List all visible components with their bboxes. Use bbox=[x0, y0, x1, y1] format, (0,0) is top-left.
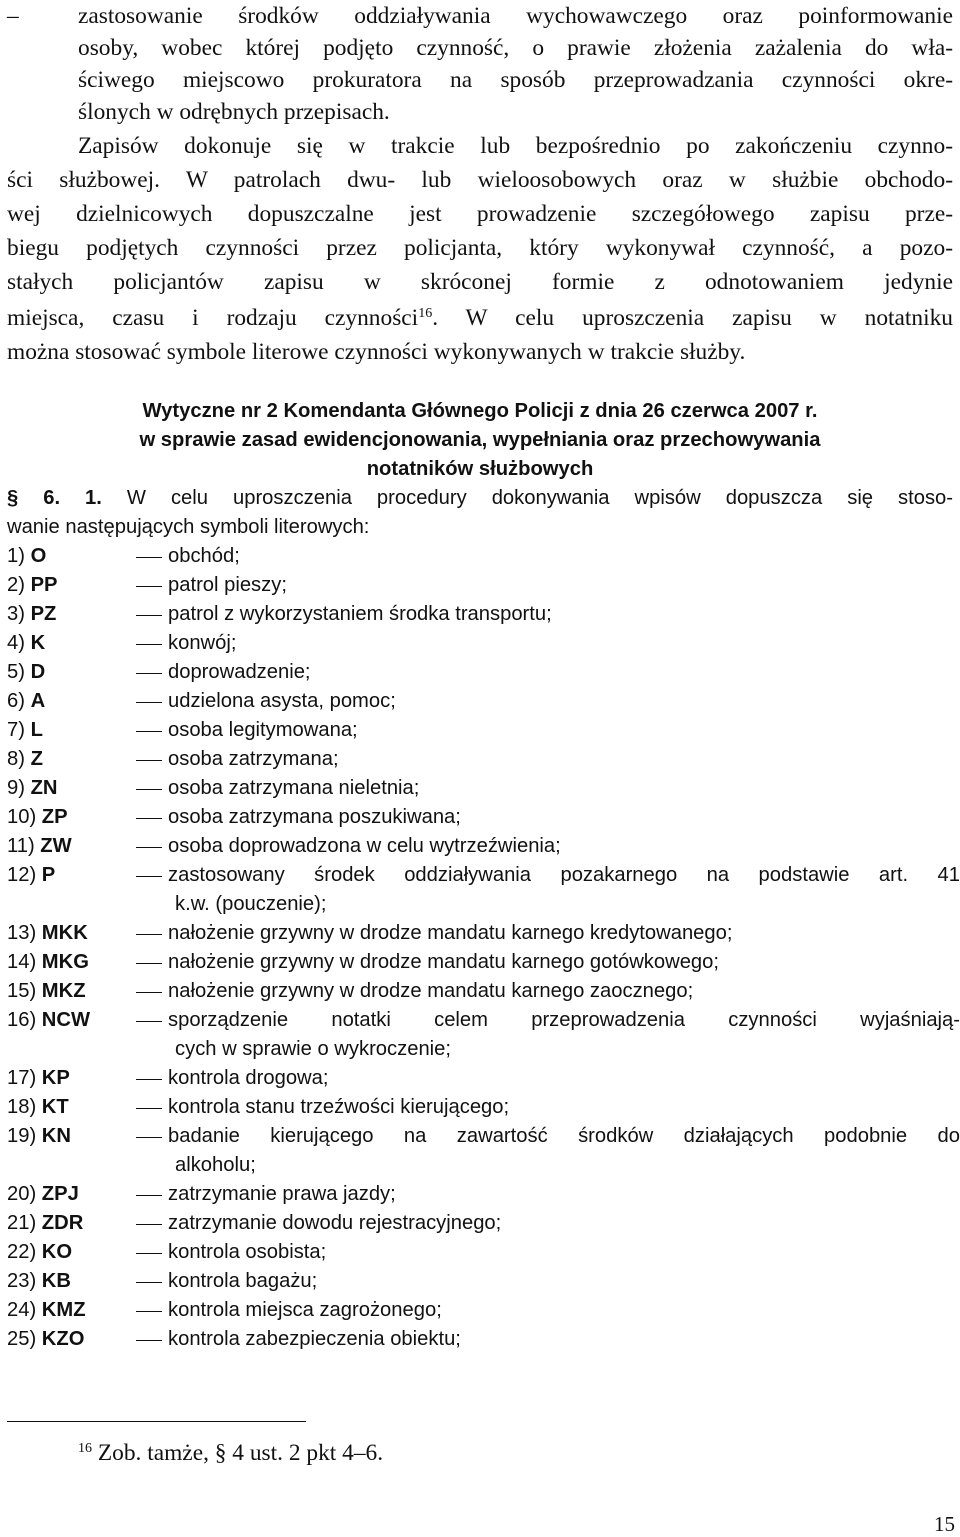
item-number bbox=[7, 948, 89, 977]
list-item bbox=[7, 919, 953, 948]
item-index: 11) bbox=[7, 835, 35, 857]
paragraph-line: można stosować symbole literowe czynności wykonywanych w trakcie służby. bbox=[7, 339, 746, 365]
item-index: 1) bbox=[7, 545, 25, 567]
item-code: ZPJ bbox=[41, 1183, 79, 1205]
item-code: D bbox=[30, 661, 46, 683]
item-number bbox=[7, 1122, 71, 1151]
item-index: 23) bbox=[7, 1270, 37, 1292]
item-dash bbox=[136, 702, 162, 703]
item-index: 25) bbox=[7, 1328, 37, 1350]
paragraph-line: biegu podjętych czynności przez policjanta, który wykonywał czynność, a pozo- bbox=[7, 235, 953, 261]
item-description: kontrola bagażu; bbox=[168, 1270, 318, 1292]
item-code: O bbox=[30, 545, 47, 567]
item-code: K bbox=[30, 632, 46, 654]
item-index: 7) bbox=[7, 719, 25, 741]
list-item bbox=[7, 861, 960, 915]
list-item bbox=[7, 1209, 953, 1238]
item-number bbox=[7, 919, 88, 948]
item-dash bbox=[136, 1108, 162, 1109]
item-description: zatrzymanie dowodu rejestracyjnego; bbox=[168, 1212, 502, 1234]
item-code: MKK bbox=[41, 922, 88, 944]
list-item bbox=[7, 1064, 953, 1093]
item-number bbox=[7, 1238, 72, 1267]
item-number bbox=[7, 542, 46, 571]
item-dash bbox=[136, 847, 162, 848]
intro-line: zastosowanie środków oddziaływania wychowawczego oraz poinformowanie bbox=[78, 3, 953, 29]
item-number bbox=[7, 571, 58, 600]
list-item bbox=[7, 542, 953, 571]
paragraph-line: Zapisów dokonuje się w trakcie lub bezpośrednio po zakończeniu czynno- bbox=[78, 133, 953, 159]
item-number bbox=[7, 861, 55, 890]
item-number bbox=[7, 629, 45, 658]
paragraph-line: ści służbowej. W patrolach dwu- lub wieloosobowych oraz w służbie obchodo- bbox=[7, 167, 953, 193]
item-index: 8) bbox=[7, 748, 25, 770]
item-description: doprowadzenie; bbox=[168, 661, 311, 683]
item-dash bbox=[136, 557, 162, 558]
list-item bbox=[7, 658, 953, 687]
section-line bbox=[7, 484, 953, 513]
paragraph-line: wej dzielnicowych dopuszczalne jest prowadzenie szczegółowego zapisu prze- bbox=[7, 201, 953, 227]
item-description: obchód; bbox=[168, 545, 240, 567]
item-number bbox=[7, 1296, 86, 1325]
item-dash bbox=[136, 673, 162, 674]
item-description-continued: k.w. (pouczenie); bbox=[175, 893, 327, 915]
list-item bbox=[7, 687, 953, 716]
item-description: konwój; bbox=[168, 632, 237, 654]
item-index: 24) bbox=[7, 1299, 37, 1321]
guidelines-title: Wytyczne nr 2 Komendanta Głównego Policji z dnia 26 czerwca 2007 r. bbox=[142, 400, 818, 422]
list-dash: – bbox=[7, 3, 19, 29]
item-number bbox=[7, 803, 68, 832]
item-code: KMZ bbox=[41, 1299, 86, 1321]
item-number bbox=[7, 687, 45, 716]
intro-line: ślonych w odrębnych przepisach. bbox=[78, 99, 390, 125]
paragraph-text: miejsca, czasu i rodzaju czynności bbox=[7, 305, 419, 331]
paragraph-text: . W celu uproszczenia zapisu w notatniku bbox=[432, 305, 953, 331]
item-description: osoba doprowadzona w celu wytrzeźwienia; bbox=[168, 835, 561, 857]
paragraph-line: stałych policjantów zapisu w skróconej formie z odnotowaniem jedynie bbox=[7, 269, 953, 295]
guidelines-subtitle: notatników służbowych bbox=[366, 458, 594, 480]
item-dash bbox=[136, 876, 162, 877]
item-dash bbox=[136, 615, 162, 616]
footnote-number: 16 bbox=[78, 1441, 92, 1456]
item-description: udzielona asysta, pomoc; bbox=[168, 690, 396, 712]
item-description: kontrola stanu trzeźwości kierującego; bbox=[168, 1096, 510, 1118]
item-index: 10) bbox=[7, 806, 37, 828]
item-code: KT bbox=[41, 1096, 69, 1118]
list-item bbox=[7, 745, 953, 774]
item-number bbox=[7, 977, 86, 1006]
item-dash bbox=[136, 1253, 162, 1254]
guidelines-subtitle: w sprawie zasad ewidencjonowania, wypełniania oraz przechowywania bbox=[139, 429, 821, 451]
item-number bbox=[7, 1064, 70, 1093]
item-number bbox=[7, 1006, 90, 1035]
item-code: NCW bbox=[41, 1009, 91, 1031]
list-item bbox=[7, 600, 953, 629]
item-description: nałożenie grzywny w drodze mandatu karnego kredytowanego; bbox=[168, 922, 733, 944]
item-code: MKZ bbox=[41, 980, 86, 1002]
list-item bbox=[7, 1267, 953, 1296]
list-item bbox=[7, 1006, 960, 1060]
footnote-divider bbox=[7, 1421, 306, 1422]
item-index: 19) bbox=[7, 1125, 37, 1147]
item-dash bbox=[136, 1021, 162, 1022]
item-index: 12) bbox=[7, 864, 37, 886]
item-description: nałożenie grzywny w drodze mandatu karnego gotówkowego; bbox=[168, 951, 719, 973]
item-code: KO bbox=[41, 1241, 73, 1263]
list-item bbox=[7, 774, 953, 803]
item-dash bbox=[136, 1137, 162, 1138]
item-index: 14) bbox=[7, 951, 37, 973]
item-code: ZDR bbox=[41, 1212, 84, 1234]
item-number bbox=[7, 658, 45, 687]
item-dash bbox=[136, 644, 162, 645]
footnote-text: Zob. tamże, § 4 ust. 2 pkt 4–6. bbox=[97, 1440, 384, 1466]
item-dash bbox=[136, 1195, 162, 1196]
item-dash bbox=[136, 1224, 162, 1225]
item-dash bbox=[136, 1340, 162, 1341]
list-item bbox=[7, 1238, 953, 1267]
item-number bbox=[7, 1325, 84, 1354]
item-index: 18) bbox=[7, 1096, 37, 1118]
item-code: ZW bbox=[40, 835, 72, 857]
item-code: L bbox=[30, 719, 43, 741]
item-number bbox=[7, 774, 57, 803]
item-dash bbox=[136, 789, 162, 790]
item-dash bbox=[136, 1282, 162, 1283]
footnote bbox=[78, 1437, 383, 1469]
item-code: KB bbox=[41, 1270, 71, 1292]
list-item bbox=[7, 832, 953, 861]
item-index: 22) bbox=[7, 1241, 37, 1263]
item-index: 17) bbox=[7, 1067, 37, 1089]
list-item bbox=[7, 1180, 953, 1209]
item-code: ZP bbox=[41, 806, 68, 828]
item-index: 6) bbox=[7, 690, 25, 712]
section-number: § 6. 1. bbox=[7, 487, 102, 509]
item-dash bbox=[136, 818, 162, 819]
item-code: PP bbox=[30, 574, 58, 596]
item-description: zatrzymanie prawa jazdy; bbox=[168, 1183, 396, 1205]
item-index: 16) bbox=[7, 1009, 37, 1031]
item-description: osoba zatrzymana nieletnia; bbox=[168, 777, 420, 799]
item-dash bbox=[136, 992, 162, 993]
item-description-continued: cych w sprawie o wykroczenie; bbox=[175, 1038, 451, 1060]
item-number bbox=[7, 1209, 83, 1238]
item-number bbox=[7, 1093, 69, 1122]
item-description: kontrola zabezpieczenia obiektu; bbox=[168, 1328, 461, 1350]
item-code: A bbox=[30, 690, 46, 712]
item-description: kontrola miejsca zagrożonego; bbox=[168, 1299, 442, 1321]
item-number bbox=[7, 716, 43, 745]
item-dash bbox=[136, 1079, 162, 1080]
item-description: nałożenie grzywny w drodze mandatu karnego zaocznego; bbox=[168, 980, 694, 1002]
item-description: osoba legitymowana; bbox=[168, 719, 358, 741]
item-description: zastosowany środek oddziaływania pozakarnego na podstawie art. 41 bbox=[168, 864, 960, 886]
item-index: 2) bbox=[7, 574, 25, 596]
item-number bbox=[7, 832, 72, 861]
list-item bbox=[7, 1296, 953, 1325]
item-description: patrol z wykorzystaniem środka transportu; bbox=[168, 603, 552, 625]
list-item bbox=[7, 1093, 953, 1122]
item-index: 21) bbox=[7, 1212, 37, 1234]
item-description: kontrola drogowa; bbox=[168, 1067, 329, 1089]
item-index: 5) bbox=[7, 661, 25, 683]
item-description: osoba zatrzymana poszukiwana; bbox=[168, 806, 461, 828]
item-code: KN bbox=[41, 1125, 71, 1147]
item-index: 3) bbox=[7, 603, 25, 625]
item-index: 15) bbox=[7, 980, 37, 1002]
item-code: ZN bbox=[30, 777, 58, 799]
section-text: W celu uproszczenia procedury dokonywania wpisów dopuszcza się stoso- bbox=[126, 487, 954, 509]
item-code: Z bbox=[30, 748, 43, 770]
item-description: kontrola osobista; bbox=[168, 1241, 327, 1263]
page-number: 15 bbox=[934, 1512, 955, 1536]
item-index: 20) bbox=[7, 1183, 37, 1205]
intro-line: osoby, wobec której podjęto czynność, o prawie złożenia zażalenia do wła- bbox=[78, 35, 953, 61]
item-dash bbox=[136, 586, 162, 587]
item-code: P bbox=[41, 864, 56, 886]
item-code: KP bbox=[41, 1067, 70, 1089]
list-item bbox=[7, 977, 953, 1006]
item-code: KZO bbox=[41, 1328, 85, 1350]
item-dash bbox=[136, 731, 162, 732]
item-code: PZ bbox=[30, 603, 57, 625]
item-number bbox=[7, 600, 56, 629]
item-description: sporządzenie notatki celem przeprowadzenia czynności wyjaśniają- bbox=[168, 1009, 960, 1031]
list-item bbox=[7, 571, 953, 600]
list-item bbox=[7, 948, 953, 977]
list-item bbox=[7, 629, 953, 658]
item-dash bbox=[136, 1311, 162, 1312]
footnote-reference[interactable]: 16 bbox=[418, 306, 433, 321]
item-dash bbox=[136, 934, 162, 935]
list-item bbox=[7, 716, 953, 745]
item-dash bbox=[136, 963, 162, 964]
item-number bbox=[7, 745, 43, 774]
paragraph-line bbox=[7, 302, 953, 334]
item-description: osoba zatrzymana; bbox=[168, 748, 339, 770]
item-description-continued: alkoholu; bbox=[175, 1154, 256, 1176]
item-index: 9) bbox=[7, 777, 25, 799]
list-item bbox=[7, 1325, 953, 1354]
item-number bbox=[7, 1267, 71, 1296]
item-description: patrol pieszy; bbox=[168, 574, 287, 596]
item-index: 13) bbox=[7, 922, 37, 944]
list-item bbox=[7, 803, 953, 832]
item-description: badanie kierującego na zawartość środków działających podobnie do bbox=[168, 1125, 960, 1147]
item-index: 4) bbox=[7, 632, 25, 654]
item-dash bbox=[136, 760, 162, 761]
section-line: wanie następujących symboli literowych: bbox=[7, 516, 370, 538]
list-item bbox=[7, 1122, 960, 1176]
item-code: MKG bbox=[41, 951, 89, 973]
intro-line: ściwego miejscowo prokuratora na sposób przeprowadzania czynności okre- bbox=[78, 67, 953, 93]
item-number bbox=[7, 1180, 79, 1209]
